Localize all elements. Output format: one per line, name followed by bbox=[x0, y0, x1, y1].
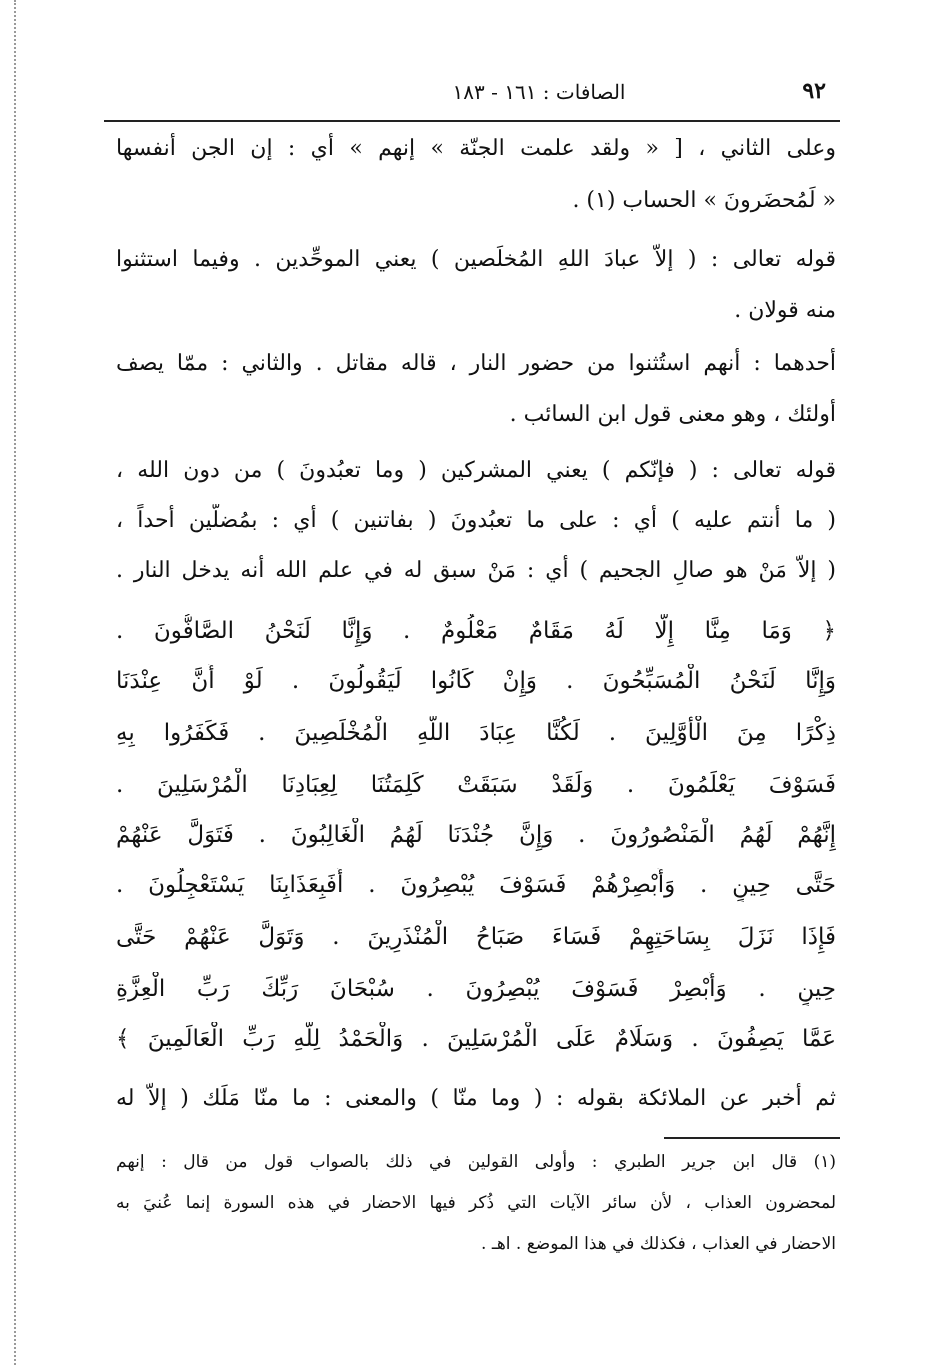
body-line: ( ما أنتم عليه ) أي : على ما تعبُدونَ ( بفاتنين ) أي : بمُضلّين أحداً ، bbox=[116, 508, 836, 533]
quran-line: حَتَّى حِينٍ . وَأَبْصِرْهُمْ فَسَوْفَ يُبْصِرُونَ . أَفَبِعَذَابِنَا يَسْتَعْجِلُونَ . bbox=[116, 872, 836, 898]
page-header bbox=[104, 76, 834, 112]
body-line: أولئك ، وهو معنى قول ابن السائب . bbox=[509, 402, 836, 427]
quran-line: فَإِذَا نَزَلَ بِسَاحَتِهِمْ فَسَاءَ صَبَاحُ الْمُنْذَرِينَ . وَتَوَلَّ عَنْهُمْ حَتَّى bbox=[116, 924, 836, 950]
quran-line: عَمَّا يَصِفُونَ . وَسَلَامٌ عَلَى الْمُرْسَلِينَ . وَالْحَمْدُ لِلَّهِ رَبِّ الْعَالَمِينَ ﴾ bbox=[116, 1026, 836, 1052]
footnote-line: الاحضار في العذاب ، فكذلك في هذا الموضع . اهـ . bbox=[481, 1234, 836, 1254]
body-line: منه قولان . bbox=[734, 298, 836, 323]
body-line: ( إلاّ مَنْ هو صالِ الجحيم ) أي : مَنْ سبق له في علم الله أنه يدخل النار . bbox=[116, 558, 836, 583]
binding-edge-dots bbox=[14, 0, 16, 1365]
footnote-line: لمحضرون العذاب ، لأن سائر الآيات التي ذُكر فيها الاحضار في هذه السورة إنما عُنيَ به bbox=[116, 1193, 836, 1213]
body-line: قوله تعالى : ( فإنّكم ) يعني المشركين ( وما تعبُدونَ ) من دون الله ، bbox=[116, 458, 836, 483]
quran-line: ذِكْرًا مِنَ الْأَوَّلِينَ . لَكُنَّا عِبَادَ اللَّهِ الْمُخْلَصِينَ . فَكَفَرُوا بِهِ bbox=[116, 720, 836, 746]
header-rule bbox=[104, 120, 840, 122]
quran-line: فَسَوْفَ يَعْلَمُونَ . وَلَقَدْ سَبَقَتْ كَلِمَتُنَا لِعِبَادِنَا الْمُرْسَلِينَ . bbox=[116, 772, 836, 798]
quran-line: إِنَّهُمْ لَهُمُ الْمَنْصُورُونَ . وَإِنَّ جُنْدَنَا لَهُمُ الْغَالِبُونَ . فَتَوَلَّ عَنْهُمْ bbox=[116, 822, 836, 848]
page-number: ٩٢ bbox=[802, 78, 826, 104]
body-line: ثم أخبر عن الملائكة بقوله : ( وما منّا ) والمعنى : ما منّا مَلَك ( إلاّ له bbox=[116, 1086, 836, 1111]
body-line: أحدهما : أنهم استُثنوا من حضور النار ، قاله مقاتل . والثاني : ممّا يصف bbox=[116, 351, 836, 376]
footnote-line: (١) قال ابن جرير الطبري : وأولى القولين في ذلك بالصواب قول من قال : إنهم bbox=[116, 1152, 836, 1172]
body-line: « لَمُحضَرونَ » الحساب (١) . bbox=[572, 188, 836, 213]
body-line: قوله تعالى : ( إلاّ عبادَ اللهِ المُخلَصين ) يعني الموحِّدين . وفيما استثنوا bbox=[116, 247, 836, 272]
body-line: وعلى الثاني ، [ « ولقد علمت الجنّة » إنهم » أي : إن الجن أنفسها bbox=[116, 136, 836, 161]
quran-line: ﴿ وَمَا مِنَّا إِلَّا لَهُ مَقَامٌ مَعْلُومٌ . وَإِنَّا لَنَحْنُ الصَّافُّونَ . bbox=[116, 618, 836, 644]
footnote-rule bbox=[664, 1137, 840, 1139]
running-title: الصافات : ١٦١ - ١٨٣ bbox=[452, 80, 626, 104]
quran-line: حِينٍ . وَأَبْصِرْ فَسَوْفَ يُبْصِرُونَ . سُبْحَانَ رَبِّكَ رَبِّ الْعِزَّةِ bbox=[116, 976, 836, 1002]
quran-line: وَإِنَّا لَنَحْنُ الْمُسَبِّحُونَ . وَإِنْ كَانُوا لَيَقُولُونَ . لَوْ أَنَّ عِنْدَنَا bbox=[116, 668, 836, 694]
